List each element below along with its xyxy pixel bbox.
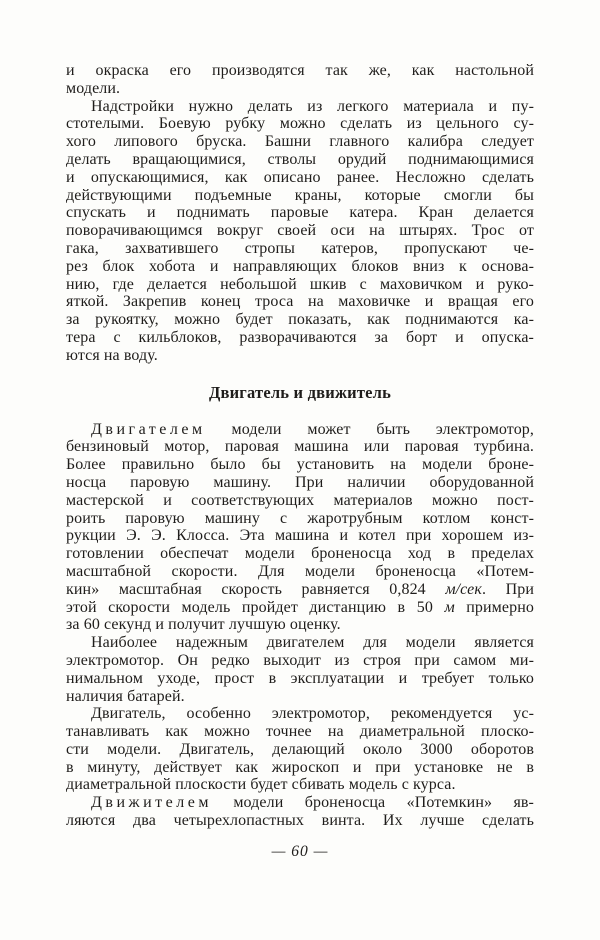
italic-text: м/сек [445, 580, 482, 598]
text-run: электромотор. Он редко выходит из строя при самом ми- [66, 651, 534, 669]
text-run: в минуту, действует как жироскоп и при установке не в [66, 758, 534, 776]
text-line [66, 98, 534, 116]
text-line [66, 705, 534, 723]
text-run: модели броненосца «Потемкин» яв- [211, 794, 534, 812]
text-run: бензиновый мотор, паровая машина или паровая турбина. [66, 438, 534, 456]
letterspaced-text: Движителем [91, 794, 212, 812]
text-line [66, 311, 534, 329]
text-run: Надстройки нужно делать из легкого материала и пу- [91, 97, 534, 115]
text-line [66, 492, 534, 510]
section-heading: Двигатель и движитель [208, 382, 392, 402]
text-line [66, 634, 534, 652]
text-line [66, 510, 534, 528]
paragraph [66, 62, 534, 98]
text-run: нимальном уходе, прост в эксплуатации и требует только [66, 669, 534, 687]
text-line [66, 723, 534, 741]
letterspaced-text: Двигателем [91, 420, 206, 438]
text-line [66, 438, 534, 456]
text-run: масштабной скорости. Для модели броненосца «Потем- [66, 562, 534, 580]
text-line [66, 151, 534, 169]
text-line [66, 347, 534, 365]
text-run: . При [481, 580, 534, 598]
paragraph [66, 421, 534, 635]
text-run: этой скорости модель пройдет дистанцию в 50 [66, 598, 445, 616]
text-line [66, 421, 534, 439]
text-run: Двигатель, особенно электромотор, рекомендуется ус- [91, 705, 534, 723]
text-run: нию, где делается небольшой шкив с маховичком и руко- [66, 275, 534, 293]
text-run: кин» масштабная скорость равняется 0,824 [66, 580, 446, 598]
text-line [66, 329, 534, 347]
text-run: стотелыми. Боевую рубку можно сделать из цельного су- [66, 115, 534, 133]
text-run: яткой. Закрепив конец троса на маховичке и вращая его [66, 293, 534, 311]
text-line [66, 581, 534, 599]
italic-text: м [444, 598, 455, 616]
text-run: рукции Э. Э. Клосса. Эта машина и котел при хорошем из- [66, 527, 534, 545]
text-line [66, 563, 534, 581]
text-line [66, 616, 534, 634]
text-line [66, 169, 534, 187]
page-number: — 60 — [271, 842, 329, 860]
text-run: и опускающимися, как описано ранее. Несложно сделать [66, 168, 534, 186]
text-run: спускать и поднимать паровые катера. Кран делается [66, 204, 534, 222]
text-line [66, 240, 534, 258]
text-line [66, 474, 534, 492]
text-column [66, 62, 534, 830]
text-line [66, 545, 534, 563]
text-run: делать вращающимися, стволы орудий поднимающимися [66, 150, 534, 168]
text-run: действующими подъемные краны, которые смогли бы [66, 186, 534, 204]
text-line [66, 222, 534, 240]
paragraph [66, 634, 534, 705]
text-line [66, 115, 534, 133]
text-run: за 60 секунд и получит лучшую оценку. [66, 616, 341, 634]
text-line [66, 204, 534, 222]
text-line [66, 599, 534, 617]
text-run: тера с кильблоков, разворачиваются за борт и опуска- [66, 328, 534, 346]
text-line [66, 527, 534, 545]
text-line [66, 80, 534, 98]
paragraph [66, 794, 534, 830]
text-line [66, 812, 534, 830]
paragraph [66, 98, 534, 365]
text-line [66, 652, 534, 670]
text-run: хого липового бруска. Башни главного калибра следует [66, 133, 534, 151]
text-run: носца паровую машину. При наличии оборудованной [66, 473, 534, 491]
text-run: наличия батарей. [66, 687, 185, 705]
text-run: модели. [66, 79, 121, 97]
text-line [66, 187, 534, 205]
text-run: сти модели. Двигатель, делающий около 3000 оборотов [66, 740, 534, 758]
text-line [66, 776, 534, 794]
text-run: примерно [454, 598, 534, 616]
text-run: модели может быть электромотор, [205, 420, 534, 438]
text-line [66, 741, 534, 759]
text-run: рез блок хобота и направляющих блоков вниз к основа- [66, 257, 534, 275]
text-run: ляются два четырехлопастных винта. Их лучше сделать [66, 812, 534, 830]
paragraph [66, 705, 534, 794]
text-run: диаметральной плоскости будет сбивать модель с курса. [66, 776, 456, 794]
text-line [66, 258, 534, 276]
text-run: за рукоятку, можно будет показать, как поднимаются ка- [66, 311, 534, 329]
text-line [66, 456, 534, 474]
text-run: Более правильно было бы установить на модели броне- [66, 456, 534, 474]
text-line [66, 688, 534, 706]
text-line [66, 670, 534, 688]
text-run: готовлении обеспечат модели броненосца ход в пределах [66, 545, 534, 563]
text-run: гака, захватившего стропы катеров, пропускают че- [66, 239, 534, 257]
text-run: роить паровую машину с жаротрубным котлом конст- [66, 509, 534, 527]
text-line [66, 62, 534, 80]
text-run: и окраска его производятся так же, как настольной [66, 62, 534, 79]
text-line [66, 293, 534, 311]
text-run: ются на воду. [66, 346, 158, 364]
text-run: Наиболее надежным двигателем для модели является [91, 634, 534, 652]
text-run: поворачивающимся вокруг своей оси на штырях. Трос от [66, 222, 534, 240]
text-line [66, 276, 534, 294]
text-line [66, 794, 534, 812]
text-run: мастерской и соответствующих материалов можно пост- [66, 491, 534, 509]
text-line [66, 759, 534, 777]
text-line [66, 133, 534, 151]
text-run: танавливать как можно точнее на диаметральной плоско- [66, 723, 534, 741]
